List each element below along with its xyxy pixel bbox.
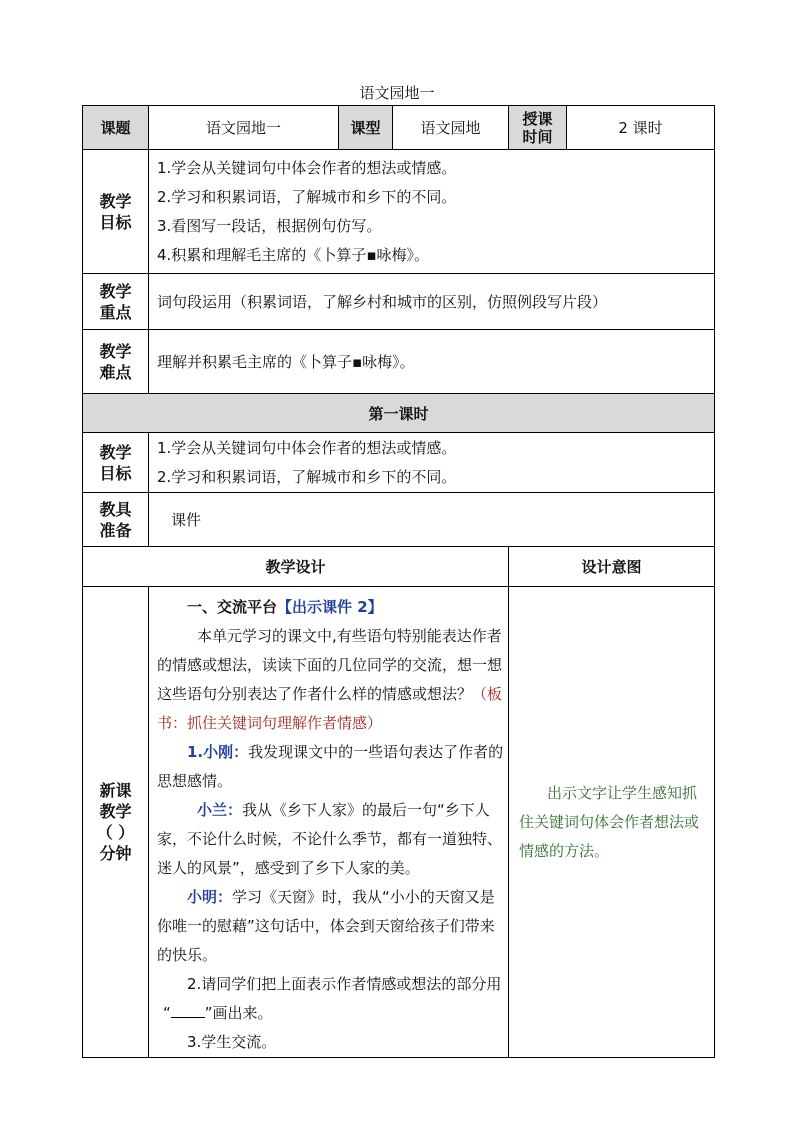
type-label: 课型 bbox=[339, 106, 393, 150]
student-1-text: 我发现课文中的一些语句表达了作者的思想感情。 bbox=[157, 743, 504, 790]
student-3-name: 小明： bbox=[187, 888, 233, 906]
objective-item: 2.学习和积累词语，了解城市和乡下的不同。 bbox=[157, 187, 457, 206]
design-column-header: 教学设计 bbox=[83, 547, 509, 587]
step-2-text: 2.请同学们把上面表示作者情感或想法的部分用 bbox=[187, 975, 502, 993]
time-value: 2 课时 bbox=[567, 106, 715, 150]
header-row bbox=[83, 106, 715, 150]
board-note: （板书：抓住关键词句理解作者情感） bbox=[157, 685, 503, 732]
type-value: 语文园地 bbox=[393, 106, 509, 150]
underline-blank bbox=[171, 1005, 205, 1018]
lesson-title-row bbox=[83, 394, 715, 433]
new-lesson-label: 新课教学（ ）分钟 bbox=[83, 587, 149, 1058]
objective-item: 1.学会从关键词句中体会作者的想法或情感。 bbox=[157, 158, 457, 177]
student-2-text: 我从《乡下人家》的最后一句“乡下人家，不论什么时候，不论什么季节，都有一道独特、迷人的风景”，感受到了乡下人家的美。 bbox=[157, 801, 503, 877]
difficulty-label: 教学难点 bbox=[83, 330, 149, 394]
document-title: 语文园地一 bbox=[359, 84, 435, 102]
objectives-label: 教学目标 bbox=[83, 150, 149, 274]
student-3-text: 学习《天窗》时，我从“小小的天窗又是你唯一的慰藉”这句话中，体会到天窗给孩子们带来的快乐。 bbox=[157, 888, 495, 964]
lesson-title: 第一课时 bbox=[83, 394, 715, 433]
step-3-text: 3.学生交流。 bbox=[187, 1033, 277, 1051]
keypoint-label: 教学重点 bbox=[83, 274, 149, 330]
lesson-objectives-label: 教学目标 bbox=[83, 433, 149, 493]
lesson-objective-item: 1.学会从关键词句中体会作者的想法或情感。 bbox=[157, 438, 457, 457]
lesson-objectives-list bbox=[149, 433, 715, 493]
materials-text: 课件 bbox=[149, 493, 715, 547]
keypoint-row bbox=[83, 274, 715, 330]
topic-value: 语文园地一 bbox=[149, 106, 339, 150]
design-intent-cell bbox=[509, 587, 715, 1058]
section-heading: 一、交流平台 bbox=[187, 598, 278, 616]
lesson-plan-table bbox=[82, 105, 715, 1058]
objectives-row bbox=[83, 150, 715, 274]
difficulty-row bbox=[83, 330, 715, 394]
lesson-objective-item: 2.学习和积累词语，了解城市和乡下的不同。 bbox=[157, 467, 457, 486]
design-content bbox=[149, 587, 509, 1058]
materials-label: 教具准备 bbox=[83, 493, 149, 547]
student-2-name: 小兰： bbox=[197, 801, 243, 819]
step-2-close: ”画出来。 bbox=[204, 1004, 273, 1022]
student-1-name: 1.小刚： bbox=[187, 743, 249, 761]
topic-label: 课题 bbox=[83, 106, 149, 150]
design-header-row bbox=[83, 547, 715, 587]
design-content-row bbox=[83, 587, 715, 1058]
materials-row bbox=[83, 493, 715, 547]
time-label: 授课时间 bbox=[509, 106, 567, 150]
objective-item: 3.看图写一段话，根据例句仿写。 bbox=[157, 216, 382, 235]
lesson-objectives-row bbox=[83, 433, 715, 493]
design-intent-text: 出示文字让学生感知抓住关键词句体会作者想法或情感的方法。 bbox=[519, 783, 700, 860]
courseware-tag: 【出示课件 2】 bbox=[277, 598, 383, 616]
quote-open: “ bbox=[163, 1004, 171, 1022]
keypoint-text: 词句段运用（积累词语，了解乡村和城市的区别，仿照例段写片段） bbox=[149, 274, 715, 330]
objective-item: 4.积累和理解毛主席的《卜算子▪咏梅》。 bbox=[157, 245, 429, 264]
intent-column-header: 设计意图 bbox=[509, 547, 715, 587]
difficulty-text: 理解并积累毛主席的《卜算子▪咏梅》。 bbox=[149, 330, 715, 394]
intro-text: 本单元学习的课文中,有些语句特别能表达作者的情感或想法，读读下面的几位同学的交流，想一想这些语句分别表达了作者什么样的情感或想法？ bbox=[157, 627, 503, 703]
objectives-list bbox=[149, 150, 715, 274]
